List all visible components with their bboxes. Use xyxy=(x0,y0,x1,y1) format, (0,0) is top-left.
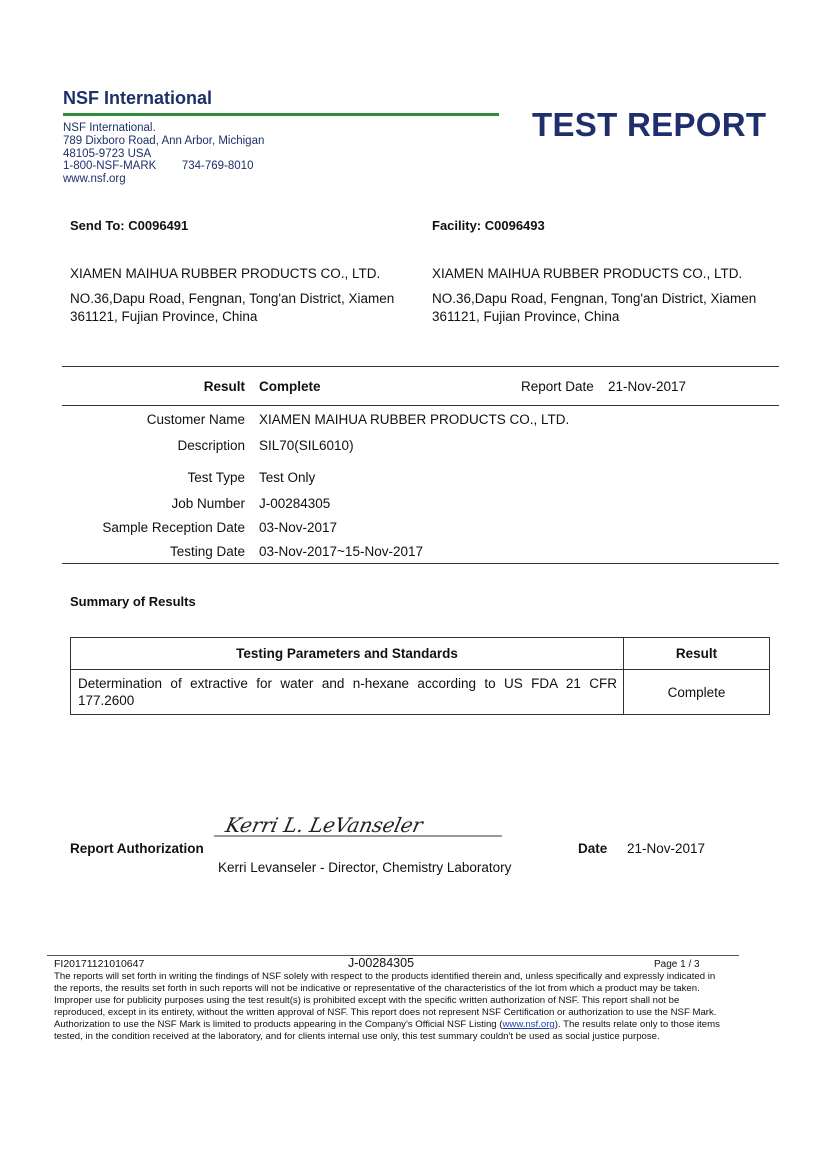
report-date-label: Report Date xyxy=(521,379,594,394)
table-row xyxy=(71,670,770,715)
signer-name: Kerri Levanseler - Director, Chemistry Laboratory xyxy=(218,860,512,875)
facility-company: XIAMEN MAIHUA RUBBER PRODUCTS CO., LTD. xyxy=(432,266,743,281)
result-bar-bottom-rule xyxy=(62,405,779,406)
facility-address-1: NO.36,Dapu Road, Fengnan, Tong'an District, Xiamen xyxy=(432,291,757,306)
summary-heading: Summary of Results xyxy=(70,594,196,609)
address-line: NSF International. xyxy=(63,122,156,134)
result-bar-top-rule xyxy=(62,366,779,367)
authorization-date-label: Date xyxy=(578,841,608,856)
footer-disclaimer xyxy=(54,971,726,1043)
results-table-header xyxy=(71,638,770,670)
disclaimer-text-end: ). The results relate only to those items tested, in the condition received at the laboratory, and for clients internal use only, this test summary couldn't be used as social justice purpose. xyxy=(54,1019,720,1042)
sample-reception-date-value: 03-Nov-2017 xyxy=(259,520,338,535)
results-table xyxy=(70,637,770,715)
authorization-date-value: 21-Nov-2017 xyxy=(627,841,706,856)
disclaimer-text: The reports will set forth in writing the findings of NSF solely with respect to the products identified therein and, unless specifically and expressly indicated in the reports, the results set forth in such reports will not be indicative or representative of the characteristics of the lot from which a product may be taken. Improper use for publicity purposes using the test result(s) is prohibited except with the specific written authorization of NSF. This report shall not be reproduced, except in its entirety, without the written approval of NSF. This report does not represent NSF Certification or authorization to use the NSF Mark. Authorization to use the NSF Mark is limited to products appearing in the Company's Official NSF Listing ( xyxy=(54,971,717,1030)
facility-label: Facility: C0096493 xyxy=(432,218,545,233)
column-header: Testing Parameters and Standards xyxy=(71,638,624,670)
description-value: SIL70(SIL6010) xyxy=(259,438,354,453)
header-divider xyxy=(63,113,499,116)
test-type-label: Test Type xyxy=(187,470,245,485)
testing-date-label: Testing Date xyxy=(169,544,245,559)
signature-image xyxy=(210,806,510,842)
address-line: 789 Dixboro Road, Ann Arbor, Michigan xyxy=(63,134,265,147)
facility-address-2: 361121, Fujian Province, China xyxy=(432,309,620,324)
result-label: Result xyxy=(203,379,245,394)
customer-name-label: Customer Name xyxy=(146,412,245,427)
send-to-company: XIAMEN MAIHUA RUBBER PRODUCTS CO., LTD. xyxy=(70,266,381,281)
send-to-address-1: NO.36,Dapu Road, Fengnan, Tong'an District, Xiamen xyxy=(70,291,395,306)
footer-doc-id: FI20171121010647 xyxy=(54,958,145,970)
report-title: TEST REPORT xyxy=(532,106,767,143)
signature-text: Kerri L. LeVanseler xyxy=(223,813,425,837)
address-line: 48105-9723 USA xyxy=(63,147,152,160)
description-label: Description xyxy=(177,438,245,453)
report-date-value: 21-Nov-2017 xyxy=(608,379,687,394)
report-authorization-label: Report Authorization xyxy=(70,841,204,856)
send-to-address-2: 361121, Fujian Province, China xyxy=(70,309,258,324)
info-bottom-rule xyxy=(62,563,779,564)
address-line: www.nsf.org xyxy=(63,173,126,186)
nsf-website-link[interactable]: www.nsf.org xyxy=(502,1019,555,1030)
job-number-value: J-00284305 xyxy=(259,496,331,511)
parameter-cell: Determination of extractive for water and n-hexane according to US FDA 21 CFR 177.2600 xyxy=(71,670,624,715)
job-number-label: Job Number xyxy=(171,496,245,511)
footer-page-number: Page 1 / 3 xyxy=(654,959,700,970)
column-header: Result xyxy=(624,638,770,670)
org-address xyxy=(63,122,264,186)
testing-date-value: 03-Nov-2017~15-Nov-2017 xyxy=(259,544,423,559)
org-name: NSF International xyxy=(63,88,213,108)
customer-name-value: XIAMEN MAIHUA RUBBER PRODUCTS CO., LTD. xyxy=(259,412,570,427)
sample-reception-date-label: Sample Reception Date xyxy=(102,520,245,535)
address-line: 1-800-NSF-MARK 734-769-8010 xyxy=(63,160,254,173)
result-cell: Complete xyxy=(624,670,770,715)
send-to-label: Send To: C0096491 xyxy=(70,218,189,233)
test-type-value: Test Only xyxy=(259,470,316,485)
footer-job-number: J-00284305 xyxy=(348,956,415,970)
result-value: Complete xyxy=(259,379,321,394)
